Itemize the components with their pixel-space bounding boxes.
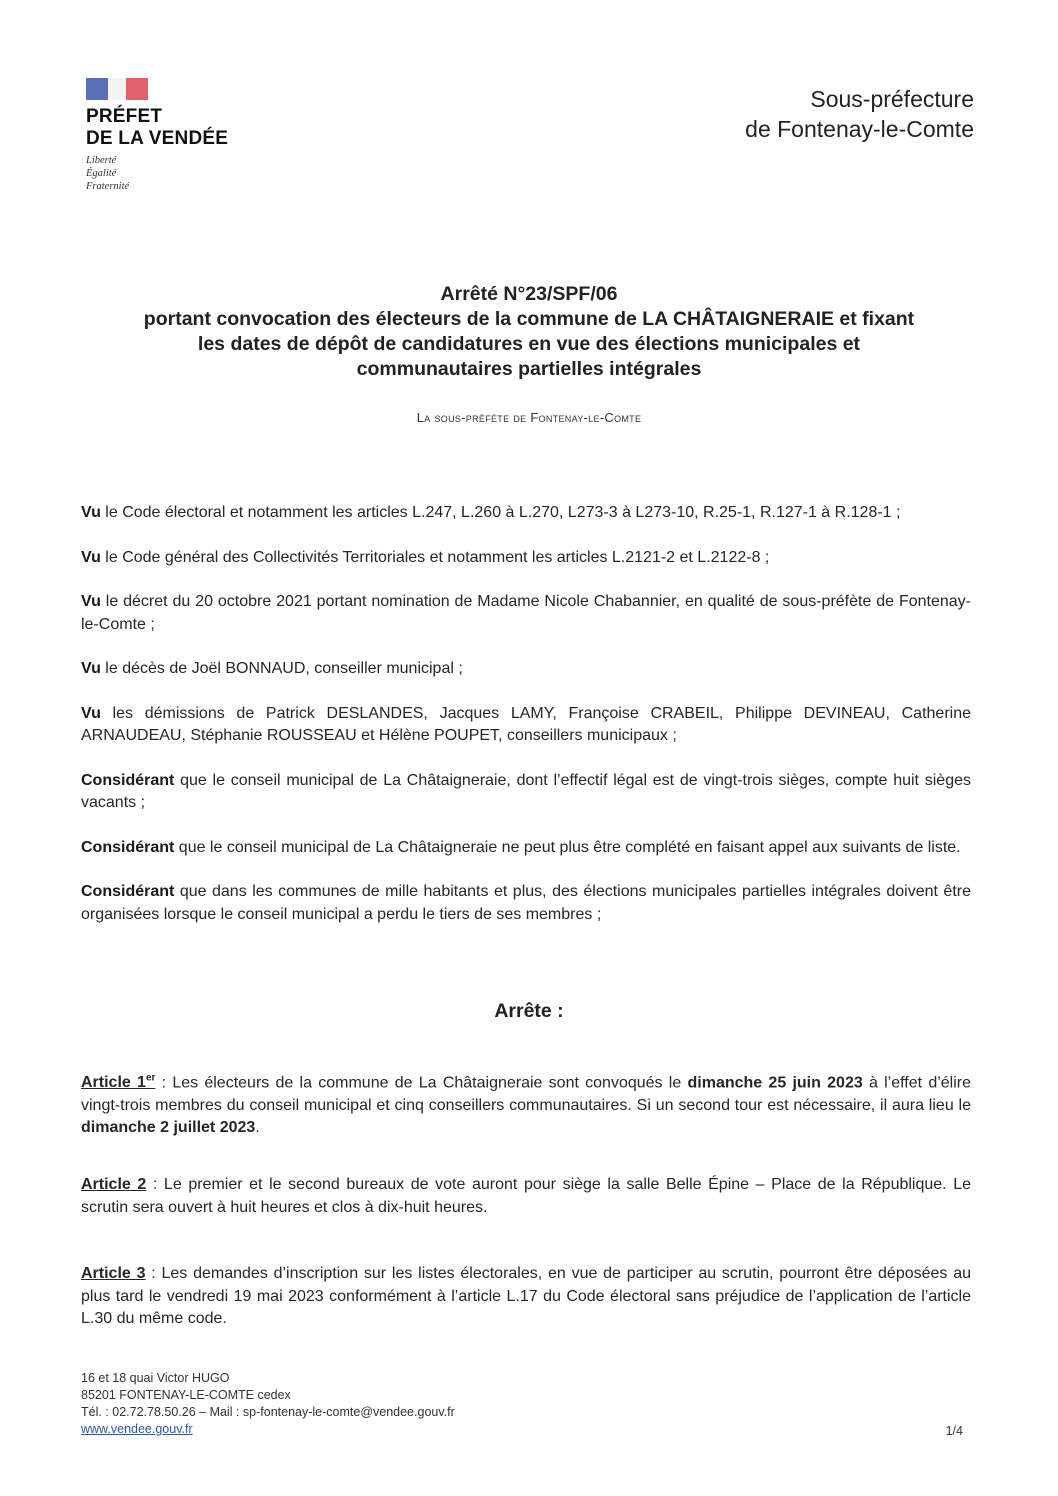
service-line-1: Sous-préfecture <box>810 86 974 112</box>
article-1-label: Article 1er <box>81 1073 156 1092</box>
logo-line-1: PRÉFET <box>86 106 163 127</box>
article-2: Article 2 : Le premier et le second bureaux de vote auront pour siège la salle Belle Épine – Place de la République. Le scrutin sera ouvert à huit heures et clos à dix-huit heures. <box>81 1176 972 1216</box>
article-1: Article 1er : Les électeurs de la commune de La Châtaigneraie sont convoqués le dimanche 25 juin 2023 à l’effet d’élire vingt-trois membres du conseil municipal et cinq conseillers communautaires. Si un second tour est nécessaire, il aura lieu le dimanche 2 juillet 2023. <box>81 1073 972 1137</box>
footer-address-1: 16 et 18 quai Victor HUGO <box>81 1371 230 1385</box>
decree-title-line-4: communautaires partielles intégrales <box>356 358 702 380</box>
recital: Vu le Code électoral et notamment les articles L.247, L.260 à L.270, L273-3 à L273-10, R.25-1, R.127-1 à R.128-1 ; <box>81 504 901 521</box>
recital: Vu les démissions de Patrick DESLANDES, Jacques LAMY, Françoise CRABEIL, Philippe DEVINEAU, Catherine ARNAUDEAU, Stéphanie ROUSSEAU et Hélène POUPET, conseillers municipaux ; <box>81 704 971 744</box>
french-flag-icon <box>86 78 148 100</box>
article-3: Article 3 : Les demandes d’inscription sur les listes électorales, en vue de participer au scrutin, pourront être déposées au plus tard le vendredi 19 mai 2023 conformément à l’article L.17 du Code électoral sans préjudice de l’application de l’article L.30 du même code. <box>81 1265 971 1327</box>
recitals <box>81 502 971 948</box>
article-2-label: Article 2 <box>81 1176 147 1193</box>
website-link[interactable]: www.vendee.gouv.fr <box>81 1422 193 1436</box>
recital: Considérant que le conseil municipal de La Châtaigneraie, dont l’effectif légal est de vingt-trois sièges, compte huit sièges vacants ; <box>81 771 971 811</box>
decree-title-line-3: les dates de dépôt de candidatures en vue des élections municipales et <box>197 333 861 355</box>
recital: Considérant que le conseil municipal de La Châtaigneraie ne peut plus être complété en faisant appel aux suivants de liste. <box>81 838 961 856</box>
page-number: 1/4 <box>945 1424 963 1438</box>
decree-title-line-2: portant convocation des électeurs de la commune de LA CHÂTAIGNERAIE et fixant <box>143 308 915 330</box>
recital: Considérant que dans les communes de mille habitants et plus, des élections municipales partielles intégrales doivent être organisées lorsque le conseil municipal a perdu le tiers de ses membres ; <box>81 883 971 923</box>
service-name <box>745 84 974 144</box>
motto-fraternite: Fraternité <box>86 181 130 192</box>
service-line-2: de Fontenay-le-Comte <box>745 116 974 142</box>
recital: Vu le Code général des Collectivités Territoriales et notamment les articles L.2121-2 et L.2122-8 ; <box>81 548 770 566</box>
recital: Vu le décret du 20 octobre 2021 portant nomination de Madame Nicole Chabannier, en qualité de sous-préfète de Fontenay-le-Comte ; <box>81 593 971 633</box>
recital: Vu le décès de Joël BONNAUD, conseiller municipal ; <box>81 660 463 677</box>
decision-heading: Arrête : <box>494 1000 564 1022</box>
article-3-label: Article 3 <box>81 1265 146 1282</box>
motto-egalite: Égalité <box>86 168 117 179</box>
footer-contact <box>81 1370 455 1438</box>
republic-motto <box>86 154 286 193</box>
motto-liberte: Liberté <box>86 155 117 166</box>
issuing-authority: La sous-préfète de Fontenay-le-Comte <box>416 410 642 425</box>
prefecture-logo <box>86 78 286 193</box>
decree-number: Arrêté N°23/SPF/06 <box>440 283 618 305</box>
decree-title <box>60 282 998 382</box>
logo-line-2: DE LA VENDÉE <box>86 128 229 149</box>
footer-address-2: 85201 FONTENAY-LE-COMTE cedex <box>81 1388 291 1402</box>
footer-contact-line: Tél. : 02.72.78.50.26 – Mail : sp-fontenay-le-comte@vendee.gouv.fr <box>81 1405 455 1419</box>
